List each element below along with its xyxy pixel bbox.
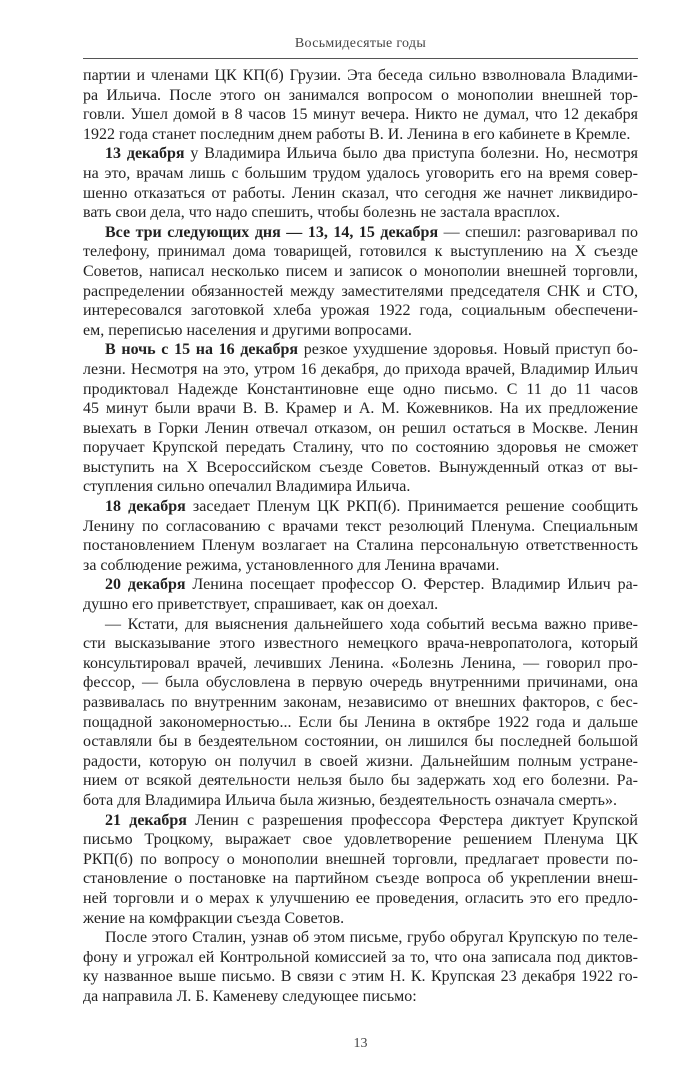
text-line — [83, 340, 638, 360]
text-line — [83, 517, 638, 537]
line-text: Ленину по согласованию с врачами текст резолюций Пленума. Специальным — [83, 517, 638, 535]
line-text: говли. Ушел домой в 8 часов 15 минут вечера. Никто не думал, что 12 декабря — [83, 106, 638, 124]
line-text: у Владимира Ильича было два приступа болезни. Но, несмотря — [184, 145, 638, 163]
text-line — [83, 830, 638, 850]
date-lead: 18 декабря — [105, 498, 186, 516]
line-text: 45 минут были врачи В. В. Крамер и А. М. Кожевников. На их предложение — [83, 400, 638, 418]
text-line — [83, 164, 638, 184]
text-line — [83, 419, 638, 439]
line-text: выступить на X Всероссийском съезде Советов. Вынужденный отказ от вы- — [83, 458, 638, 476]
line-text: душно его приветствует, спрашивает, как он доехал. — [83, 596, 439, 614]
line-text: телефону, принимал дома товарищей, готовился к выступлению на X съезде — [83, 243, 638, 261]
line-text: лезни. Несмотря на это, утром 16 декабря, до прихода врачей, Владимир Ильич — [83, 360, 638, 378]
text-line — [83, 869, 638, 889]
text-line — [83, 321, 638, 341]
paragraph — [83, 497, 638, 575]
text-line — [83, 556, 638, 576]
text-line — [83, 399, 638, 419]
text-line — [83, 615, 638, 635]
line-text: партии и членами ЦК КП(б) Грузии. Эта беседа сильно взволновала Владими- — [83, 67, 638, 84]
line-text: Ленина посещает профессор О. Ферстер. Владимир Ильич ра- — [185, 576, 638, 594]
line-text: выехать в Горки Ленин отвечал отказом, он решил остаться в Москве. Ленин — [83, 419, 638, 437]
line-text: ступления сильно опечалил Владимира Ильича. — [83, 478, 411, 496]
paragraph — [83, 575, 638, 614]
line-text: за соблюдение режима, установленного для Ленина врачами. — [83, 556, 500, 574]
line-text: фону и угрожал ей Контрольной комиссией за то, что она записала под диктов- — [83, 948, 638, 966]
paragraph — [83, 615, 638, 811]
line-text: постановлением Пленум возлагает на Сталина персональную ответственность — [83, 537, 638, 555]
text-line — [83, 575, 638, 595]
line-text: РКП(б) по вопросу о монополии внешней торговли, предлагает провести по- — [83, 850, 638, 868]
line-text: становление о постановке на партийном съезде вопроса об укреплении внеш- — [83, 870, 638, 888]
paragraph — [83, 144, 638, 222]
text-line — [83, 654, 638, 674]
text-line — [83, 928, 638, 948]
text-line — [83, 125, 638, 145]
text-line — [83, 360, 638, 380]
line-text: поручает Крупской передать Сталину, что по состоянию здоровья не сможет — [83, 439, 638, 457]
line-text: да направила Л. Б. Каменеву следующее письмо: — [83, 987, 417, 1005]
text-line — [83, 184, 638, 204]
text-line — [83, 380, 638, 400]
text-line — [83, 144, 638, 164]
line-text: оставляли бы в бездеятельном состоянии, он лишился бы последней большой — [83, 733, 638, 751]
line-text: ку названное выше письмо. В связи с этим Н. К. Крупская 23 декабря 1922 го- — [83, 968, 638, 986]
text-line — [83, 301, 638, 321]
date-lead: Все три следующих дня — 13, 14, 15 декабря — [105, 223, 439, 241]
text-line — [83, 811, 638, 831]
line-text: письмо Троцкому, выражает свое удовлетворение решением Пленума ЦК — [83, 831, 638, 849]
line-text: бота для Владимира Ильича была жизнью, бездеятельность означала смерть». — [83, 791, 617, 809]
line-text: — Кстати, для выяснения дальнейшего хода событий весьма важно приве- — [105, 615, 638, 633]
paragraph — [83, 811, 638, 929]
text-line — [83, 86, 638, 106]
text-line — [83, 713, 638, 733]
text-line — [83, 262, 638, 282]
line-text: резкое ухудшение здоровья. Новый приступ бо- — [298, 341, 639, 359]
line-text: радости, которую он получил в своей жизни. Дальнейшим полным устране- — [83, 752, 638, 770]
text-line — [83, 595, 638, 615]
line-text: нием от всякой деятельности нельзя было бы задержать ход его болезни. Ра- — [83, 772, 638, 790]
line-text: После этого Сталин, узнав об этом письме, грубо обругал Крупскую по теле- — [105, 929, 638, 947]
text-line — [83, 242, 638, 262]
line-text: Ленин с разрешения профессора Ферстера диктует Крупской — [186, 811, 638, 829]
line-text: Советов, написал несколько писем и записок о монополии внешней торговли, — [83, 262, 638, 280]
line-text: фессор, — была обусловлена в первую очередь внутренними причинами, она — [83, 674, 638, 692]
line-text: жение на комфракции съезда Советов. — [83, 909, 345, 927]
text-line — [83, 948, 638, 968]
text-line — [83, 458, 638, 478]
text-line — [83, 105, 638, 125]
date-lead: 21 декабря — [105, 811, 187, 829]
line-text: шенно отказаться от работы. Ленин сказал, что сегодня же начнет ликвидиро- — [83, 184, 638, 202]
line-text: ней торговли и о мерах к улучшению ее проведения, огласить это его предло- — [83, 889, 638, 907]
running-header: Восьмидесятые годы — [294, 36, 427, 51]
body-text — [83, 66, 638, 1007]
text-line — [83, 909, 638, 929]
paragraph — [83, 223, 638, 341]
text-line — [83, 438, 638, 458]
line-text: на это, врачам лишь с большим трудом удалось уговорить его на время совер- — [83, 164, 638, 182]
paragraph — [83, 66, 638, 144]
date-lead: 13 декабря — [105, 145, 185, 163]
text-line — [83, 673, 638, 693]
header-rule — [83, 58, 638, 59]
text-line — [83, 967, 638, 987]
line-text: заседает Пленум ЦК РКП(б). Принимается решение сообщить — [185, 498, 638, 516]
text-line — [83, 987, 638, 1007]
text-line — [83, 791, 638, 811]
line-text: 1922 года станет последним днем работы В. И. Ленина в его кабинете в Кремле. — [83, 125, 631, 143]
text-line — [83, 693, 638, 713]
text-line — [83, 477, 638, 497]
text-line — [83, 889, 638, 909]
text-line — [83, 497, 638, 517]
date-lead: В ночь с 15 на 16 декабря — [105, 341, 299, 359]
line-text: пощадной закономерностью... Если бы Ленина в октябре 1922 года и дальше — [83, 713, 638, 731]
text-line — [83, 66, 638, 86]
line-text: ра Ильича. После этого он занимался вопросом о монополии внешней тор- — [83, 86, 638, 104]
line-text: ем, переписью населения и другими вопросами. — [83, 321, 412, 339]
text-line — [83, 732, 638, 752]
line-text: вать свои дела, что надо спешить, чтобы болезнь не застала врасплох. — [83, 204, 561, 222]
text-line — [83, 850, 638, 870]
text-line — [83, 203, 638, 223]
date-lead: 20 декабря — [105, 576, 186, 594]
text-line — [83, 771, 638, 791]
text-line — [83, 752, 638, 772]
page-number: 13 — [353, 1036, 368, 1051]
paragraph — [83, 928, 638, 1006]
text-line — [83, 536, 638, 556]
text-line — [83, 282, 638, 302]
line-text: продиктовал Надежде Константиновне еще одно письмо. С 11 до 11 часов — [83, 380, 638, 398]
line-text: — спешил: разговаривал по — [438, 223, 638, 241]
line-text: консультировал врачей, лечивших Ленина. «Болезнь Ленина, — говорил про- — [83, 654, 638, 672]
text-line — [83, 634, 638, 654]
line-text: сти высказывание этого известного немецкого врача-невропатолога, который — [83, 635, 638, 653]
line-text: интересовался заготовкой хлеба урожая 1922 года, социальным обеспечени- — [83, 302, 638, 320]
text-line — [83, 223, 638, 243]
line-text: распределении обязанностей между заместителями председателя СНК и СТО, — [83, 282, 638, 300]
paragraph — [83, 340, 638, 497]
line-text: развивалась по внутренним законам, независимо от внешних факторов, с бес- — [83, 694, 638, 711]
